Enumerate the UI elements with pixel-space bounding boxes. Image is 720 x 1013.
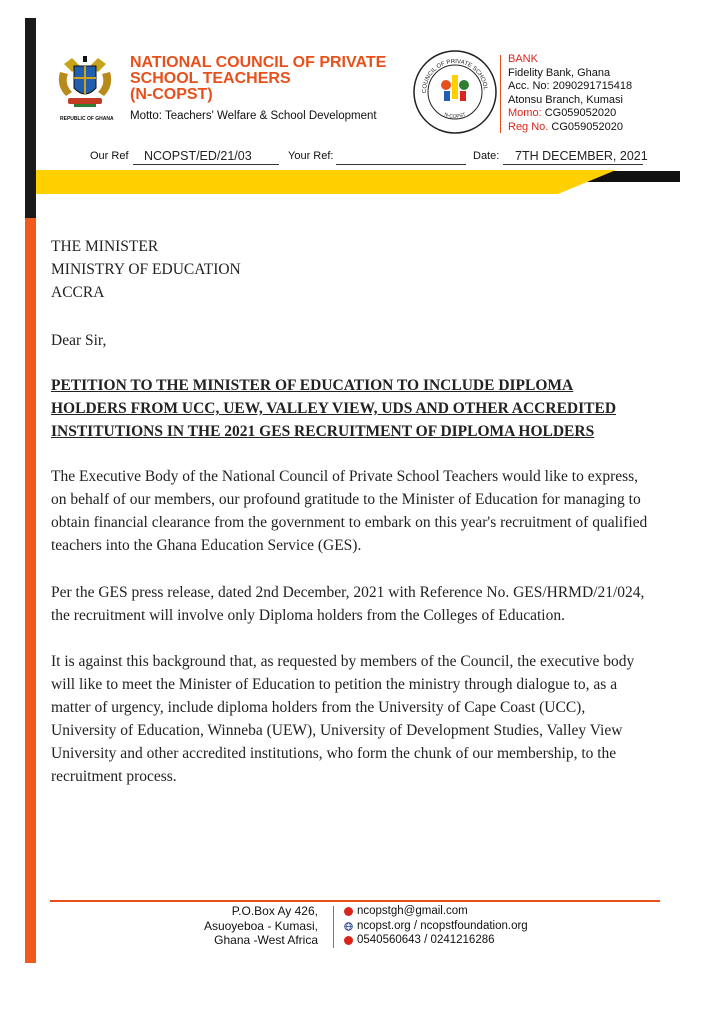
reg-label: Reg No. [508, 120, 549, 133]
paragraph-line: University of Education, Winneba (UEW), University of Development Studies, Valley View [51, 722, 623, 739]
paragraph-line: obtain financial clearance from the government to embark on this year's recruitment of qualified [51, 514, 648, 531]
paragraph-line: on behalf of our members, our profound gratitude to the Minister of Education for managing to [51, 491, 641, 508]
footer-contacts [344, 904, 528, 948]
left-bar-black [25, 18, 36, 218]
subject-line: PETITION TO THE MINISTER OF EDUCATION TO INCLUDE DIPLOMA [51, 377, 574, 394]
paragraph-line: University and other accredited institutions, who form the chunk of our membership, to the [51, 745, 617, 762]
footer-address-line: Ghana -West Africa [214, 933, 318, 947]
address-line: THE MINISTER [51, 238, 159, 255]
footer-address-line: P.O.Box Ay 426, [231, 904, 318, 918]
salutation: Dear Sir, [51, 332, 107, 349]
date-label: Date: [473, 150, 500, 162]
footer-divider-line [50, 900, 660, 902]
paragraph-line: teachers into the Ghana Education Service (GES). [51, 537, 362, 554]
your-ref-line [336, 164, 466, 165]
paragraph-1 [51, 465, 647, 557]
org-name-line2: SCHOOL TEACHERS [130, 70, 291, 87]
your-ref-label: Your Ref: [288, 150, 334, 162]
our-ref-label: Our Ref [90, 150, 129, 162]
momo-value: CG059052020 [544, 107, 617, 119]
date-value: 7TH DECEMBER, 2021 [515, 149, 648, 163]
crest-caption: REPUBLIC OF GHANA [60, 116, 114, 122]
letter-subject [51, 374, 671, 443]
paragraph-line: the recruitment will involve only Diploma holders from the Colleges of Education. [51, 607, 565, 624]
bank-divider [500, 55, 501, 133]
seal-bottom-text: N-COPST [443, 111, 467, 120]
subject-line: HOLDERS FROM UCC, UEW, VALLEY VIEW, UDS AND OTHER ACCREDITED [51, 400, 617, 417]
bank-title: BANK [508, 53, 538, 65]
motto: Motto: Teachers' Welfare & School Development [130, 110, 377, 122]
address-line: MINISTRY OF EDUCATION [51, 261, 241, 278]
paragraph-line: The Executive Body of the National Council of Private School Teachers would like to express, [51, 468, 639, 485]
phone-icon [344, 936, 353, 945]
reg-value: CG059052020 [551, 120, 623, 133]
left-bar-orange [25, 218, 36, 963]
paragraph-line: matter of urgency, include diploma holders from the University of Cape Coast (UCC), [51, 699, 586, 716]
organization-name [130, 55, 420, 103]
subject-line: INSTITUTIONS IN THE 2021 GES RECRUITMENT OF DIPLOMA HOLDERS [51, 423, 595, 440]
bank-account: Acc. No: 2090291715418 [508, 80, 633, 92]
paragraph-2 [51, 581, 644, 627]
address-line: ACCRA [51, 284, 105, 301]
footer-email[interactable]: ncopstgh@gmail.com [357, 905, 468, 917]
paragraph-line: recruitment process. [51, 768, 177, 785]
org-name-line1: NATIONAL COUNCIL OF PRIVATE [130, 54, 387, 71]
ncopst-seal-icon [412, 49, 498, 135]
our-ref-line [133, 164, 279, 165]
email-icon [344, 907, 353, 916]
our-ref-value: NCOPST/ED/21/03 [144, 149, 252, 163]
paragraph-line: It is against this background that, as requested by members of the Council, the executive body [51, 653, 635, 670]
recipient-address [51, 235, 241, 304]
ghana-coat-of-arms-icon [52, 52, 118, 114]
date-line [503, 164, 643, 165]
footer-website[interactable]: ncopst.org / ncopstfoundation.org [357, 919, 528, 932]
seal-text: COUNCIL OF PRIVATE SCHOOL [421, 58, 488, 94]
momo-label: Momo: [508, 107, 542, 119]
bank-branch: Atonsu Branch, Kumasi [508, 93, 623, 106]
footer-address [190, 904, 318, 948]
bank-name: Fidelity Bank, Ghana [508, 66, 611, 79]
paragraph-line: will like to meet the Minister of Education to petition the ministry through dialogue to, as a [51, 676, 618, 693]
header-bar-yellow [36, 170, 616, 194]
paragraph-3 [51, 650, 634, 788]
globe-icon [344, 921, 353, 930]
footer-address-line: Asuoyeboa - Kumasi, [203, 918, 318, 933]
paragraph-line: Per the GES press release, dated 2nd December, 2021 with Reference No. GES/HRMD/21/024, [51, 584, 645, 601]
footer-vertical-divider [333, 906, 334, 948]
org-name-line3: (N-COPST) [130, 86, 213, 103]
footer-phone: 0540560643 / 0241216286 [357, 934, 495, 946]
bank-details [508, 53, 632, 134]
